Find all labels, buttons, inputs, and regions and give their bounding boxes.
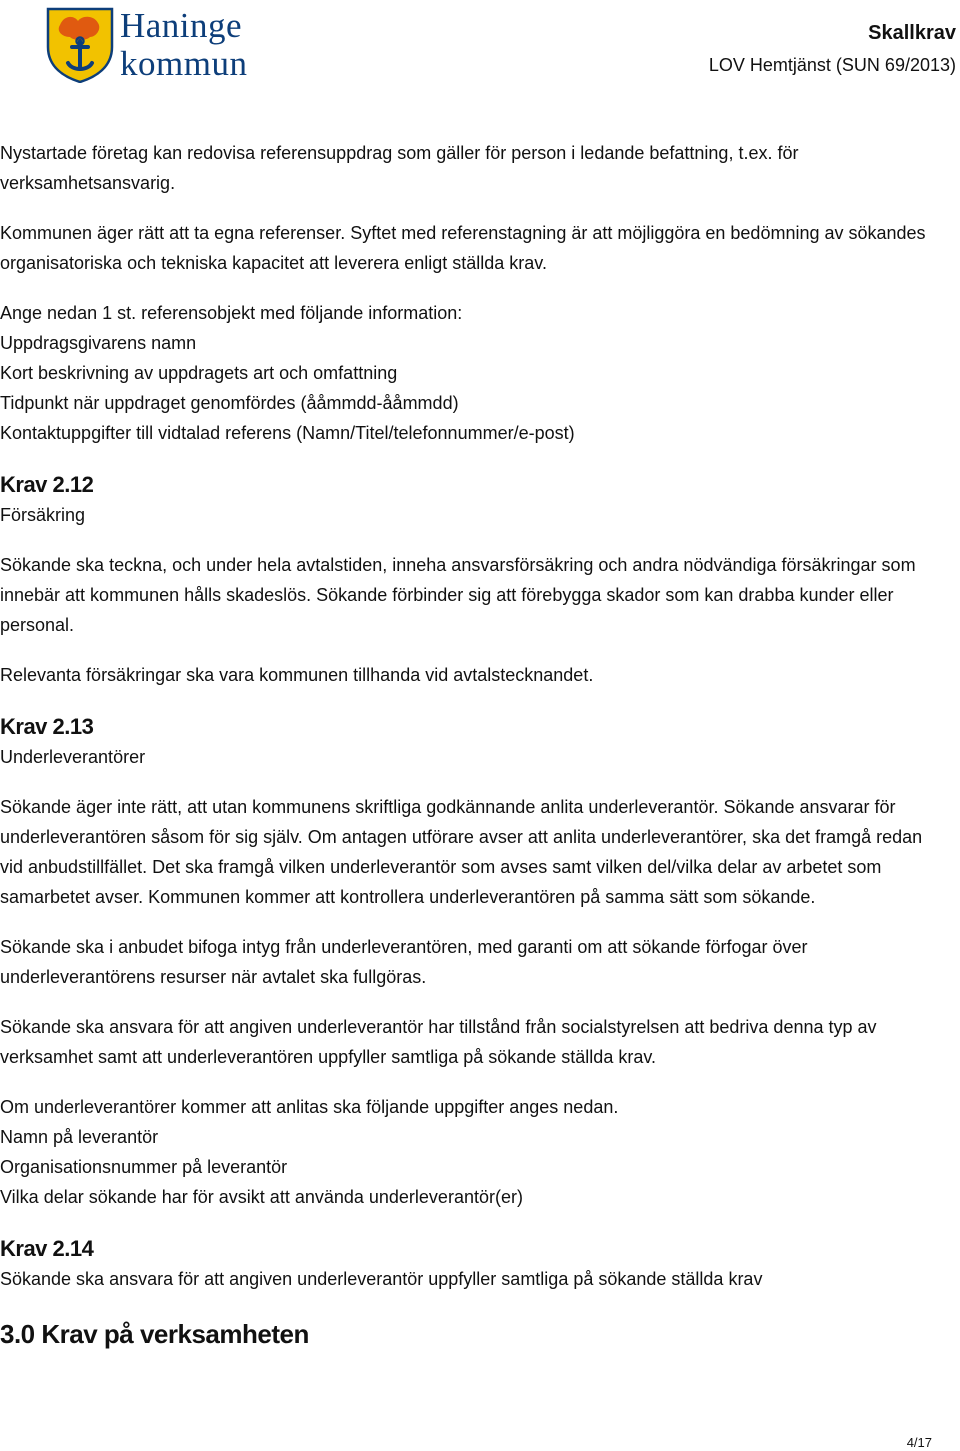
header-info (709, 20, 956, 78)
logo-line-2: kommun (120, 44, 248, 83)
list-item: Organisationsnummer på leverantör (0, 1157, 288, 1177)
krav-2-14-paragraph-1: Sökande ska ansvara för att angiven underleverantör uppfyller samtliga på sökande ställda krav (0, 1269, 763, 1289)
krav-2-12-paragraph-2: Relevanta försäkringar ska vara kommunen tillhanda vid avtalstecknandet. (0, 665, 594, 685)
logo-line-1: Haninge (120, 6, 243, 45)
krav-2-13-paragraph-1: Sökande äger inte rätt, att utan kommunens skriftliga godkännande anlita underleverantör. Sökande ansvarar för underleverantören såsom för sig själv. Om antagen utförare avser att anlita underleverantörer, ska det framgå redan vid anbudstillfället. Det ska framgå vilken underleverantör som avses samt vilken del/vilka delar av arbetet som samarbetet avser. Kommunen kommer att kontrollera underleverantören på samma sätt som sökande. (0, 797, 923, 907)
krav-2-12-heading: Krav 2.12 (0, 472, 94, 497)
haninge-kommun-logo (44, 5, 304, 83)
haninge-coat-of-arms-icon (44, 7, 116, 83)
document-reference: LOV Hemtjänst (SUN 69/2013) (708, 55, 956, 75)
page-header (0, 0, 960, 100)
logo-wordmark (120, 5, 320, 83)
list-item: Kort beskrivning av uppdragets art och omfattning (0, 363, 398, 383)
krav-2-12-paragraph-1: Sökande ska teckna, och under hela avtalstiden, inneha ansvarsförsäkring och andra nödvändiga försäkringar som innebär att kommunen hålls skadeslös. Sökande förbinder sig att förebygga skador som kan drabba kunder eller personal. (0, 555, 916, 635)
krav-2-13-paragraph-2: Sökande ska i anbudet bifoga intyg från underleverantören, med garanti om att sökande förfogar över underleverantörens resurser när avtalet ska fullgöras. (0, 937, 808, 987)
section-heading: 3.0 Krav på verksamheten (0, 1319, 309, 1349)
document-type: Skallkrav (868, 22, 956, 44)
list-item: Ange nedan 1 st. referensobjekt med följande information: (0, 303, 463, 323)
list-item: Kontaktuppgifter till vidtalad referens (Namn/Titel/telefonnummer/e-post) (0, 423, 575, 443)
krav-2-12-subtitle: Försäkring (0, 505, 86, 525)
krav-2-13-heading: Krav 2.13 (0, 714, 94, 739)
list-item: Tidpunkt när uppdraget genomfördes (ååmmdd-ååmmdd) (0, 393, 459, 413)
page-number: 4/17 (906, 1435, 932, 1450)
krav-2-13-paragraph-3: Sökande ska ansvara för att angiven underleverantör har tillstånd från socialstyrelsen att bedriva denna typ av verksamhet samt att underleverantören uppfyller samtliga på sökande ställda krav. (0, 1017, 877, 1067)
document-body (0, 138, 950, 1352)
krav-2-13-subtitle: Underleverantörer (0, 747, 146, 767)
paragraph-own-references: Kommunen äger rätt att ta egna referenser. Syftet med referenstagning är att möjliggöra en bedömning av sökandes organisatoriska och tekniska kapacitet att leverera enligt ställda krav. (0, 223, 926, 273)
list-item: Vilka delar sökande har för avsikt att använda underleverantör(er) (0, 1187, 523, 1207)
list-item: Uppdragsgivarens namn (0, 333, 197, 353)
list-item: Om underleverantörer kommer att anlitas ska följande uppgifter anges nedan. (0, 1097, 619, 1117)
list-item: Namn på leverantör (0, 1127, 159, 1147)
subcontractor-info-list (0, 1092, 950, 1212)
paragraph-startup-references: Nystartade företag kan redovisa referensuppdrag som gäller för person i ledande befattning, t.ex. för verksamhetsansvarig. (0, 143, 799, 193)
reference-info-list (0, 298, 950, 448)
krav-2-14-heading: Krav 2.14 (0, 1236, 94, 1261)
